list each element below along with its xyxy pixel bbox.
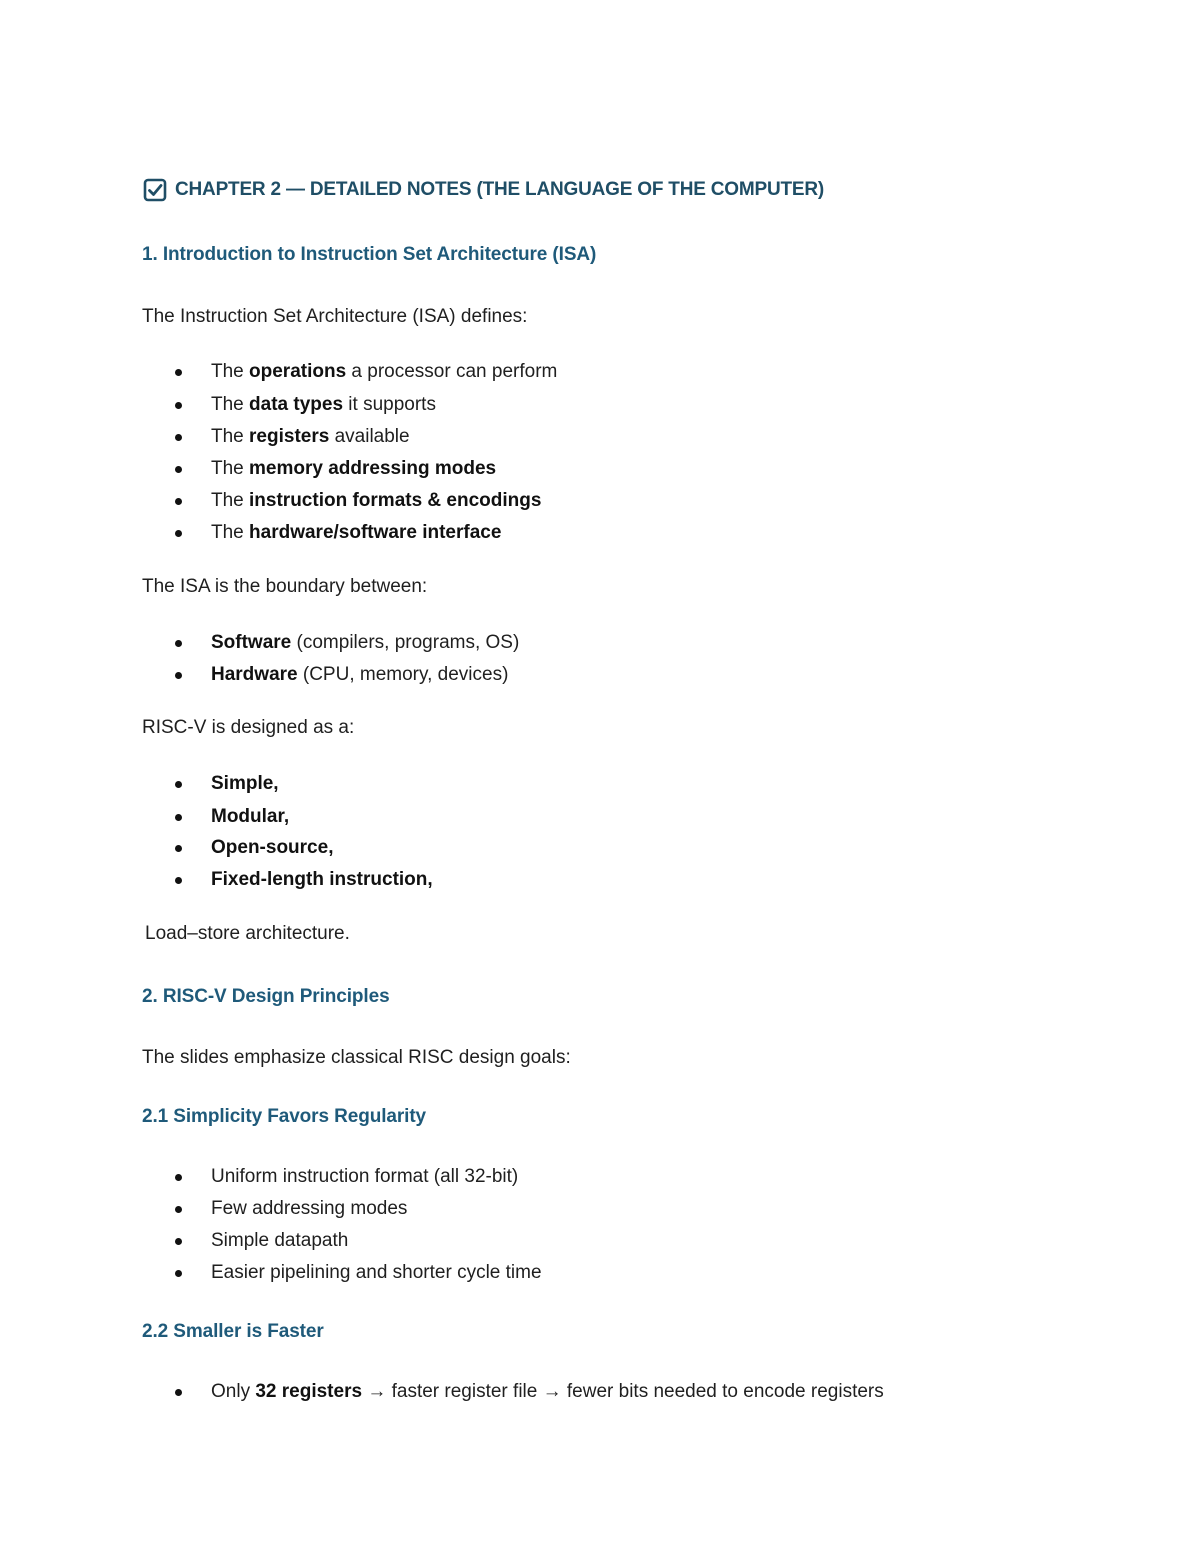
isa-boundary-intro: The ISA is the boundary between:	[142, 576, 428, 597]
list-item: Simple,	[211, 773, 279, 794]
list-item: Few addressing modes	[211, 1198, 408, 1219]
list-item: The hardware/software interface	[211, 522, 502, 543]
riscv-design-intro: RISC-V is designed as a:	[142, 717, 355, 738]
bullet-icon	[175, 672, 182, 679]
bullet-icon	[175, 640, 182, 647]
load-store-note: Load–store architecture.	[145, 923, 350, 944]
section-2-heading: 2. RISC-V Design Principles	[142, 986, 390, 1007]
list-item: Hardware (CPU, memory, devices)	[211, 664, 509, 685]
list-item: The data types it supports	[211, 394, 436, 415]
bullet-icon	[175, 1270, 182, 1277]
list-item: The operations a processor can perform	[211, 361, 558, 382]
list-item: Modular,	[211, 806, 290, 827]
list-item: Simple datapath	[211, 1230, 349, 1251]
bullet-icon	[175, 877, 182, 884]
bullet-icon	[175, 402, 182, 409]
bullet-icon	[175, 814, 182, 821]
section-1-heading: 1. Introduction to Instruction Set Architecture (ISA)	[142, 244, 597, 265]
list-item: Easier pipelining and shorter cycle time	[211, 1262, 542, 1283]
list-item: The memory addressing modes	[211, 458, 497, 479]
page-title-text: CHAPTER 2 — DETAILED NOTES (THE LANGUAGE OF THE COMPUTER)	[175, 179, 825, 200]
list-item: Open-source,	[211, 837, 334, 858]
bullet-icon	[175, 498, 182, 505]
bullet-icon	[175, 1389, 182, 1396]
bullet-icon	[175, 1206, 182, 1213]
design-goals-intro: The slides emphasize classical RISC design goals:	[142, 1047, 571, 1068]
bullet-icon	[175, 466, 182, 473]
list-item: Uniform instruction format (all 32-bit)	[211, 1166, 519, 1187]
list-item: The registers available	[211, 426, 410, 447]
list-item: The instruction formats & encodings	[211, 490, 542, 511]
bullet-icon	[175, 845, 182, 852]
bullet-icon	[175, 530, 182, 537]
isa-defines-intro: The Instruction Set Architecture (ISA) defines:	[142, 306, 528, 327]
bullet-icon	[175, 434, 182, 441]
checked-box-icon	[143, 178, 167, 202]
bullet-icon	[175, 369, 182, 376]
list-item: Software (compilers, programs, OS)	[211, 632, 520, 653]
subsection-2-1-heading: 2.1 Simplicity Favors Regularity	[142, 1106, 427, 1127]
bullet-icon	[175, 781, 182, 788]
bullet-icon	[175, 1174, 182, 1181]
page-title	[143, 178, 824, 202]
list-item: Fixed-length instruction,	[211, 869, 433, 890]
bullet-icon	[175, 1238, 182, 1245]
subsection-2-2-heading: 2.2 Smaller is Faster	[142, 1321, 324, 1342]
list-item: Only 32 registers → faster register file → fewer bits needed to encode registers	[211, 1381, 884, 1402]
